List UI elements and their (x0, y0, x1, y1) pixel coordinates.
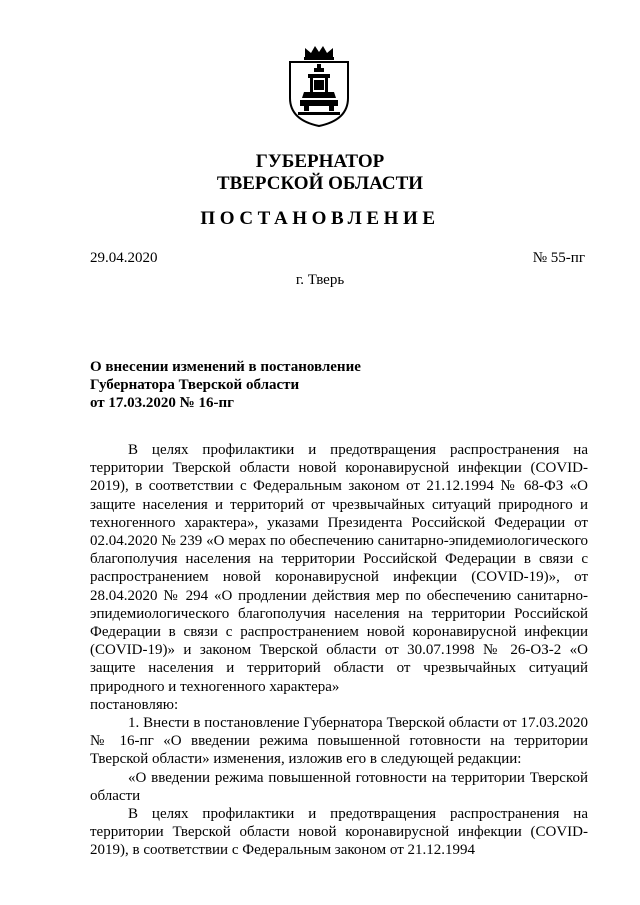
decree-word: постановляю: (90, 696, 179, 713)
subject-line: О внесении изменений в постановление (90, 359, 361, 375)
document-number: № 55-пг (532, 250, 585, 266)
quoted-preamble-paragraph: В целях профилактики и предотвращения распространения на территории Тверской области новой коронавирусной инфекции (COVID-2019), в соответствии с Федеральным законом от 21.12.1994 (90, 806, 588, 859)
document-subject (90, 358, 361, 412)
document-type: ПОСТАНОВЛЕНИЕ (200, 208, 440, 229)
coat-of-arms-emblem (286, 44, 352, 128)
subject-line: Губернатора Тверской области (90, 377, 300, 393)
clause-paragraph: 1. Внести в постановление Губернатора Тверской области от 17.03.2020 № 16-пг «О введении режима повышенной готовности на территории Тверской области» изменения, изложив его в следующей редакции: (90, 715, 588, 768)
subject-line: от 17.03.2020 № 16-пг (90, 395, 234, 411)
document-body (90, 441, 588, 860)
issuer-title: ГУБЕРНАТОР (255, 151, 385, 172)
issuer-region: ТВЕРСКОЙ ОБЛАСТИ (216, 173, 424, 194)
preamble-paragraph: В целях профилактики и предотвращения распространения на территории Тверской области новой коронавирусной инфекции (COVID-2019), в соответствии с Федеральным законом от 21.12.1994 № 68-ФЗ «О защите населения и территорий от чрезвычайных ситуаций природного и техногенного характера», указами Президента Российской Федерации от 02.04.2020 № 239 «О мерах по обеспечению санитарно-эпидемиологического благополучия населения на территории Российской Федерации в связи с распространением новой коронавирусной инфекции (COVID-19)», от 28.04.2020 № 294 «О продлении действия мер по обеспечению санитарно-эпидемиологического благополучия населения на территории Российской Федерации в связи с распространением новой коронавирусной инфекции (COVID-19)» и законом Тверской области от 30.07.1998 № 26-ОЗ-2 «О защите населения и территорий области от чрезвычайных ситуаций природного и техногенного характера» (90, 442, 588, 695)
document-date: 29.04.2020 (90, 250, 158, 266)
document-city: г. Тверь (295, 272, 345, 288)
quoted-title-paragraph: «О введении режима повышенной готовности на территории Тверской области (90, 769, 588, 804)
